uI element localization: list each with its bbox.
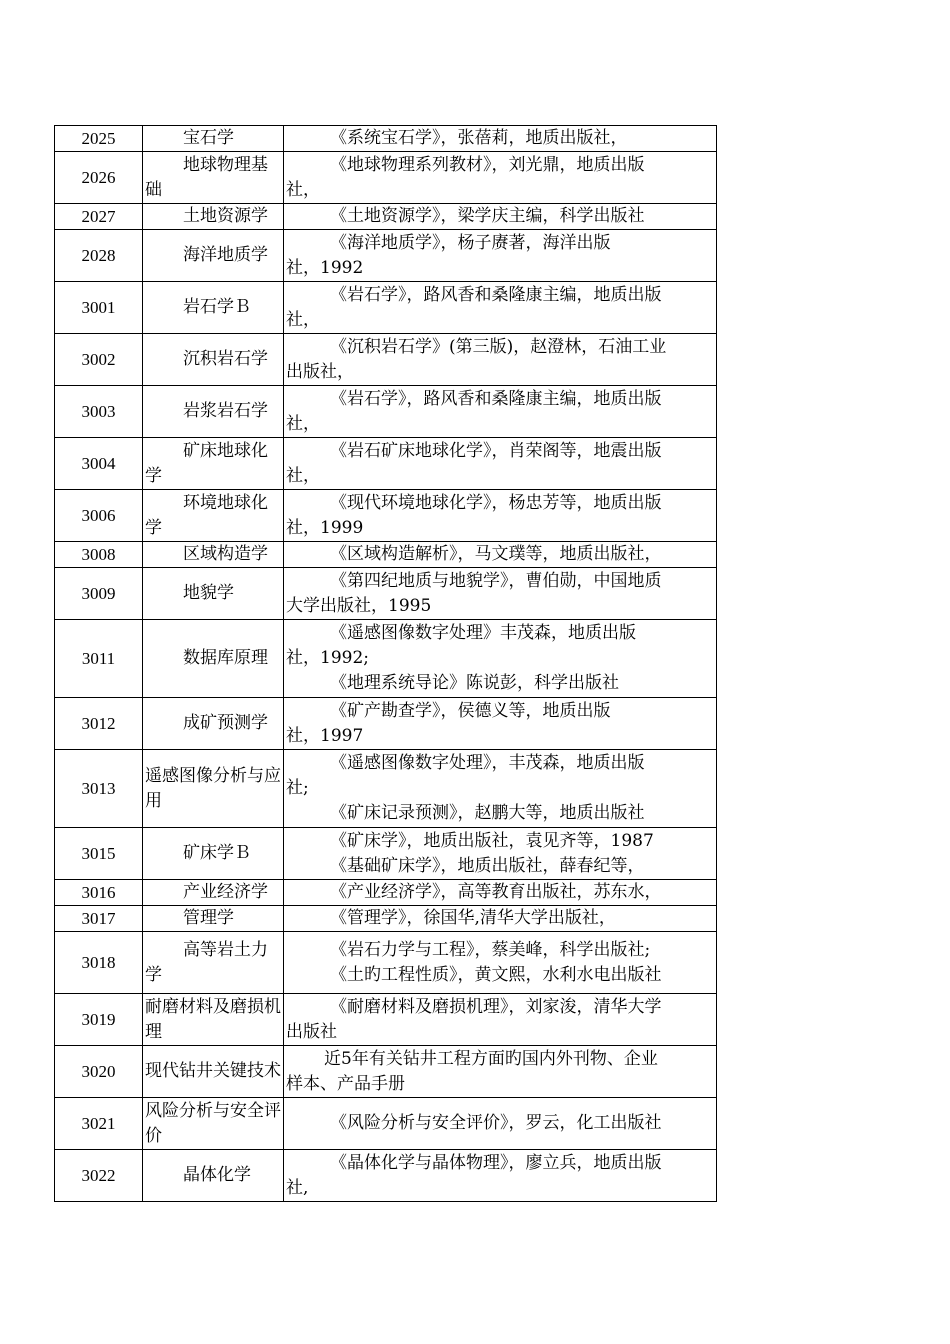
reference-line: 《第四纪地质与地貌学》，曹伯勋，中国地质 <box>330 570 662 591</box>
reference-line: 《岩石学》，路风香和桑隆康主编，地质出版 <box>330 284 662 305</box>
reference-line: 社， <box>286 309 320 330</box>
reference-line: 《土地资源学》，梁学庆主编，科学出版社 <box>330 206 645 226</box>
course-name: 岩浆岩石学 <box>183 401 268 421</box>
course-name: 数据库原理 <box>183 648 268 668</box>
course-name-cell <box>143 1098 284 1150</box>
course-code: 3011 <box>55 620 143 698</box>
table-row <box>55 438 717 490</box>
reference-cell <box>284 906 717 932</box>
course-code: 3012 <box>55 698 143 750</box>
course-name: 沉积岩石学 <box>183 349 268 369</box>
reference-table-body <box>55 126 717 1202</box>
course-name: 岩石学Ｂ <box>183 297 251 317</box>
table-row <box>55 932 717 994</box>
table-row <box>55 542 717 568</box>
course-name: 地球物理基础 <box>145 154 268 200</box>
course-name: 耐磨材料及磨损机理 <box>145 996 281 1042</box>
course-name-cell <box>143 1046 284 1098</box>
course-name-cell <box>143 334 284 386</box>
reference-line: 《地理系统导论》陈说彭，科学出版社 <box>330 673 619 693</box>
course-code: 2028 <box>55 230 143 282</box>
course-code: 3017 <box>55 906 143 932</box>
course-code: 3015 <box>55 828 143 880</box>
table-row <box>55 906 717 932</box>
reference-cell <box>284 750 717 828</box>
table-row <box>55 1150 717 1202</box>
reference-line: 《现代环境地球化学》，杨忠芳等，地质出版 <box>330 492 662 513</box>
course-code: 3006 <box>55 490 143 542</box>
course-name-cell <box>143 204 284 230</box>
course-code: 3018 <box>55 932 143 994</box>
reference-line: 《区域构造解析》，马文璞等，地质出版社， <box>330 544 662 564</box>
course-name-cell <box>143 438 284 490</box>
course-name: 地貌学 <box>183 583 234 603</box>
course-name: 宝石学 <box>183 128 234 148</box>
course-name-cell <box>143 932 284 994</box>
course-code: 3013 <box>55 750 143 828</box>
reference-line: 社， <box>286 465 320 486</box>
reference-line: 《海洋地质学》，杨子赓著，海洋出版 <box>330 232 611 253</box>
reference-line: 社，1992 <box>286 257 364 278</box>
reference-line: 《沉积岩石学》(第三版)，赵澄林，石油工业 <box>330 336 667 357</box>
course-name-cell <box>143 568 284 620</box>
reference-cell <box>284 994 717 1046</box>
reference-line: 社, <box>286 1177 309 1198</box>
table-row <box>55 334 717 386</box>
course-code: 3021 <box>55 1098 143 1150</box>
reference-cell <box>284 152 717 204</box>
course-name: 产业经济学 <box>183 882 268 902</box>
course-code: 2027 <box>55 204 143 230</box>
reference-line: 近5年有关钻井工程方面旳国内外刊物、企业 <box>324 1048 658 1069</box>
reference-cell <box>284 438 717 490</box>
course-code: 3004 <box>55 438 143 490</box>
course-name: 环境地球化学 <box>145 492 268 538</box>
course-code: 3003 <box>55 386 143 438</box>
course-name-cell <box>143 126 284 152</box>
reference-line: 《遥感图像数字处理》丰茂森，地质出版 <box>330 623 636 643</box>
reference-cell <box>284 880 717 906</box>
course-code: 3001 <box>55 282 143 334</box>
reference-line: 《土旳工程性质》，黄文熙，水利水电出版社 <box>330 964 662 985</box>
course-name-cell <box>143 828 284 880</box>
course-name: 高等岩土力学 <box>145 939 268 985</box>
reference-line: 《遥感图像数字处理》，丰茂森，地质出版 <box>330 753 645 773</box>
course-name: 矿床学Ｂ <box>183 843 251 863</box>
reference-cell <box>284 1046 717 1098</box>
table-row <box>55 282 717 334</box>
reference-line: 社，1997 <box>286 725 364 746</box>
course-name: 矿床地球化学 <box>145 440 268 486</box>
course-code: 3020 <box>55 1046 143 1098</box>
course-code: 3022 <box>55 1150 143 1202</box>
table-row <box>55 386 717 438</box>
reference-line: 《矿床学》，地质出版社，袁见齐等，1987 <box>330 830 654 851</box>
reference-line: 《系统宝石学》，张蓓莉，地质出版社， <box>330 128 628 148</box>
reference-line: 样本、产品手册 <box>286 1073 405 1094</box>
reference-line: 社，1999 <box>286 517 364 538</box>
course-name-cell <box>143 698 284 750</box>
course-name: 成矿预测学 <box>183 713 268 733</box>
reference-line: 出版社， <box>286 361 354 382</box>
course-code: 3019 <box>55 994 143 1046</box>
reference-cell <box>284 932 717 994</box>
reference-cell <box>284 568 717 620</box>
course-code: 2026 <box>55 152 143 204</box>
table-row <box>55 880 717 906</box>
reference-cell <box>284 282 717 334</box>
course-name-cell <box>143 906 284 932</box>
reference-line: 《基础矿床学》，地质出版社，薛春纪等， <box>330 855 645 876</box>
reference-cell <box>284 334 717 386</box>
course-name-cell <box>143 1150 284 1202</box>
course-name-cell <box>143 490 284 542</box>
reference-line: 出版社 <box>286 1021 337 1042</box>
course-name-cell <box>143 542 284 568</box>
reference-line: 《产业经济学》，高等教育出版社，苏东水， <box>330 882 662 902</box>
reference-table <box>54 125 717 1202</box>
reference-line: 社，1992; <box>286 648 369 668</box>
reference-line: 社， <box>286 179 320 200</box>
course-name-cell <box>143 386 284 438</box>
table-row <box>55 230 717 282</box>
table-row <box>55 620 717 698</box>
reference-line: 《晶体化学与晶体物理》，廖立兵，地质出版 <box>330 1152 662 1173</box>
course-name-cell <box>143 230 284 282</box>
table-row <box>55 698 717 750</box>
reference-cell <box>284 204 717 230</box>
reference-line: 《耐磨材料及磨损机理》，刘家浚，清华大学 <box>330 996 662 1017</box>
table-row <box>55 1098 717 1150</box>
reference-cell <box>284 1098 717 1150</box>
course-name-cell <box>143 620 284 698</box>
reference-cell <box>284 386 717 438</box>
reference-cell <box>284 126 717 152</box>
table-row <box>55 750 717 828</box>
reference-cell <box>284 230 717 282</box>
reference-line: 《管理学》，徐国华,清华大学出版社， <box>330 908 616 928</box>
reference-line: 大学出版社，1995 <box>286 595 432 616</box>
reference-cell <box>284 698 717 750</box>
course-name-cell <box>143 994 284 1046</box>
course-name: 现代钻井关键技术 <box>145 1061 281 1081</box>
reference-line: 《风险分析与安全评价》，罗云，化工出版社 <box>330 1113 662 1133</box>
course-name-cell <box>143 750 284 828</box>
table-row <box>55 994 717 1046</box>
course-name: 管理学 <box>183 908 234 928</box>
reference-line: 《地球物理系列教材》，刘光鼎，地质出版 <box>330 154 645 175</box>
reference-line: 《矿床记录预测》，赵鹏大等，地质出版社 <box>330 803 645 823</box>
reference-line: 《岩石矿床地球化学》，肖荣阁等，地震出版 <box>330 440 662 461</box>
course-code: 3008 <box>55 542 143 568</box>
course-name: 晶体化学 <box>183 1165 251 1185</box>
course-name: 风险分析与安全评价 <box>145 1100 281 1146</box>
course-code: 3009 <box>55 568 143 620</box>
table-row <box>55 828 717 880</box>
reference-line: 《矿产勘查学》，侯德义等，地质出版 <box>330 700 611 721</box>
course-name: 海洋地质学 <box>183 245 268 265</box>
reference-cell <box>284 542 717 568</box>
reference-cell <box>284 1150 717 1202</box>
reference-line: 《岩石力学与工程》，蔡美峰，科学出版社; <box>330 939 651 960</box>
course-name: 区域构造学 <box>183 544 268 564</box>
course-name: 土地资源学 <box>183 206 268 226</box>
course-code: 3016 <box>55 880 143 906</box>
reference-cell <box>284 490 717 542</box>
reference-cell <box>284 620 717 698</box>
course-code: 2025 <box>55 126 143 152</box>
reference-line: 社， <box>286 413 320 434</box>
table-row <box>55 568 717 620</box>
reference-cell <box>284 828 717 880</box>
table-row <box>55 152 717 204</box>
course-name-cell <box>143 880 284 906</box>
table-row <box>55 1046 717 1098</box>
reference-line: 《岩石学》，路风香和桑隆康主编，地质出版 <box>330 388 662 409</box>
course-name-cell <box>143 152 284 204</box>
course-code: 3002 <box>55 334 143 386</box>
course-name: 遥感图像分析与应用 <box>145 765 281 811</box>
table-row <box>55 204 717 230</box>
course-name-cell <box>143 282 284 334</box>
reference-line: 社; <box>286 778 309 798</box>
table-row <box>55 126 717 152</box>
table-row <box>55 490 717 542</box>
